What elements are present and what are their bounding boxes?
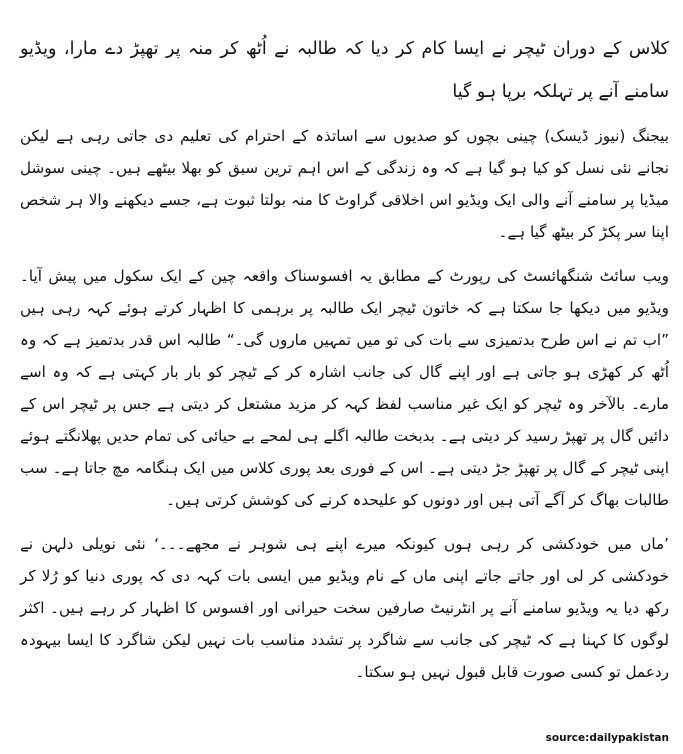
article-paragraph: بیجنگ (نیوز ڈیسک) چینی بچوں کو صدیوں سے اساتذہ کے احترام کی تعلیم دی جاتی رہی ہے لیکن نجانے نئی نسل کو کیا ہو گیا ہے کہ وہ زندگی کے اس اہم ترین سبق کو بھلا بیٹھے ہیں۔ چینی سوشل میڈیا پر سامنے آنے والی ایک ویڈیو اس اخلاقی گراوٹ کا منہ بولتا ثبوت ہے، جسے دیکھنے والا ہر شخص اپنا سر پکڑ کر بیٹھ گیا ہے۔ (20, 127, 669, 241)
article-paragraph: ویب سائٹ شنگھائسٹ کی رپورٹ کے مطابق یہ افسوسناک واقعہ چین کے ایک سکول میں پیش آیا۔ ویڈیو میں دیکھا جا سکتا ہے کہ خاتون ٹیچر ایک طالبہ پر برہمی کا اظہار کرتے ہوئے کہہ رہی ہیں ”اب تم نے اس طرح بدتمیزی سے بات کی تو میں تمہیں ماروں گی۔“ طالبہ اس قدر بدتمیز ہے کہ وہ اُٹھ کر کھڑی ہو جاتی ہے اور اپنے گال کی جانب اشارہ کر کے ٹیچر کو بار بار کہتی ہے کہ وہ اسے مارے۔ بالآخر وہ ٹیچر کو ایک غیر مناسب لفظ کہہ کر مزید مشتعل کر دیتی ہے جس پر ٹیچر اس کے دائیں گال پر تھپڑ رسید کر دیتی ہے۔ بدبخت طالبہ اگلے ہی لمحے بے حیائی کی تمام حدیں پھلانگتے ہوئے اپنی ٹیچر کے گال پر تھپڑ جڑ دیتی ہے۔ اس کے فوری بعد پوری کلاس میں ایک ہنگامہ مچ جاتا ہے۔ سب طالبات بھاگ کر آگے آتی ہیں اور دونوں کو علیحدہ کرنے کی کوشش کرتی ہیں۔ (20, 267, 669, 509)
source-credit: source:dailypakistan (545, 732, 669, 744)
article-paragraph: ’ماں میں خودکشی کر رہی ہوں کیونکہ میرے اپنے ہی شوہر نے مجھے۔۔۔‘ نئی نویلی دلہن نے خودکشی کر لی اور جاتے جاتے اپنی ماں کے نام ویڈیو میں ایسی بات کہہ دی کہ پوری دنیا کو رُلا کر رکھ دیا یہ ویڈیو سامنے آنے پر انٹرنیٹ صارفین سخت حیرانی اور افسوس کا اظہار کر رہے ہیں۔ اکثر لوگوں کا کہنا ہے کہ ٹیچر کی جانب سے شاگرد پر تشدد مناسب بات نہیں لیکن شاگرد کا ایسا بیہودہ ردعمل تو کسی صورت قابل قبول نہیں ہو سکتا۔ (20, 535, 669, 681)
article-headline: کلاس کے دوران ٹیچر نے ایسا کام کر دیا کہ طالبہ نے اُٹھ کر منہ پر تھپڑ دے مارا، ویڈیو سامنے آنے پر تہلکہ برپا ہو گیا (20, 39, 669, 102)
article (20, 28, 669, 700)
